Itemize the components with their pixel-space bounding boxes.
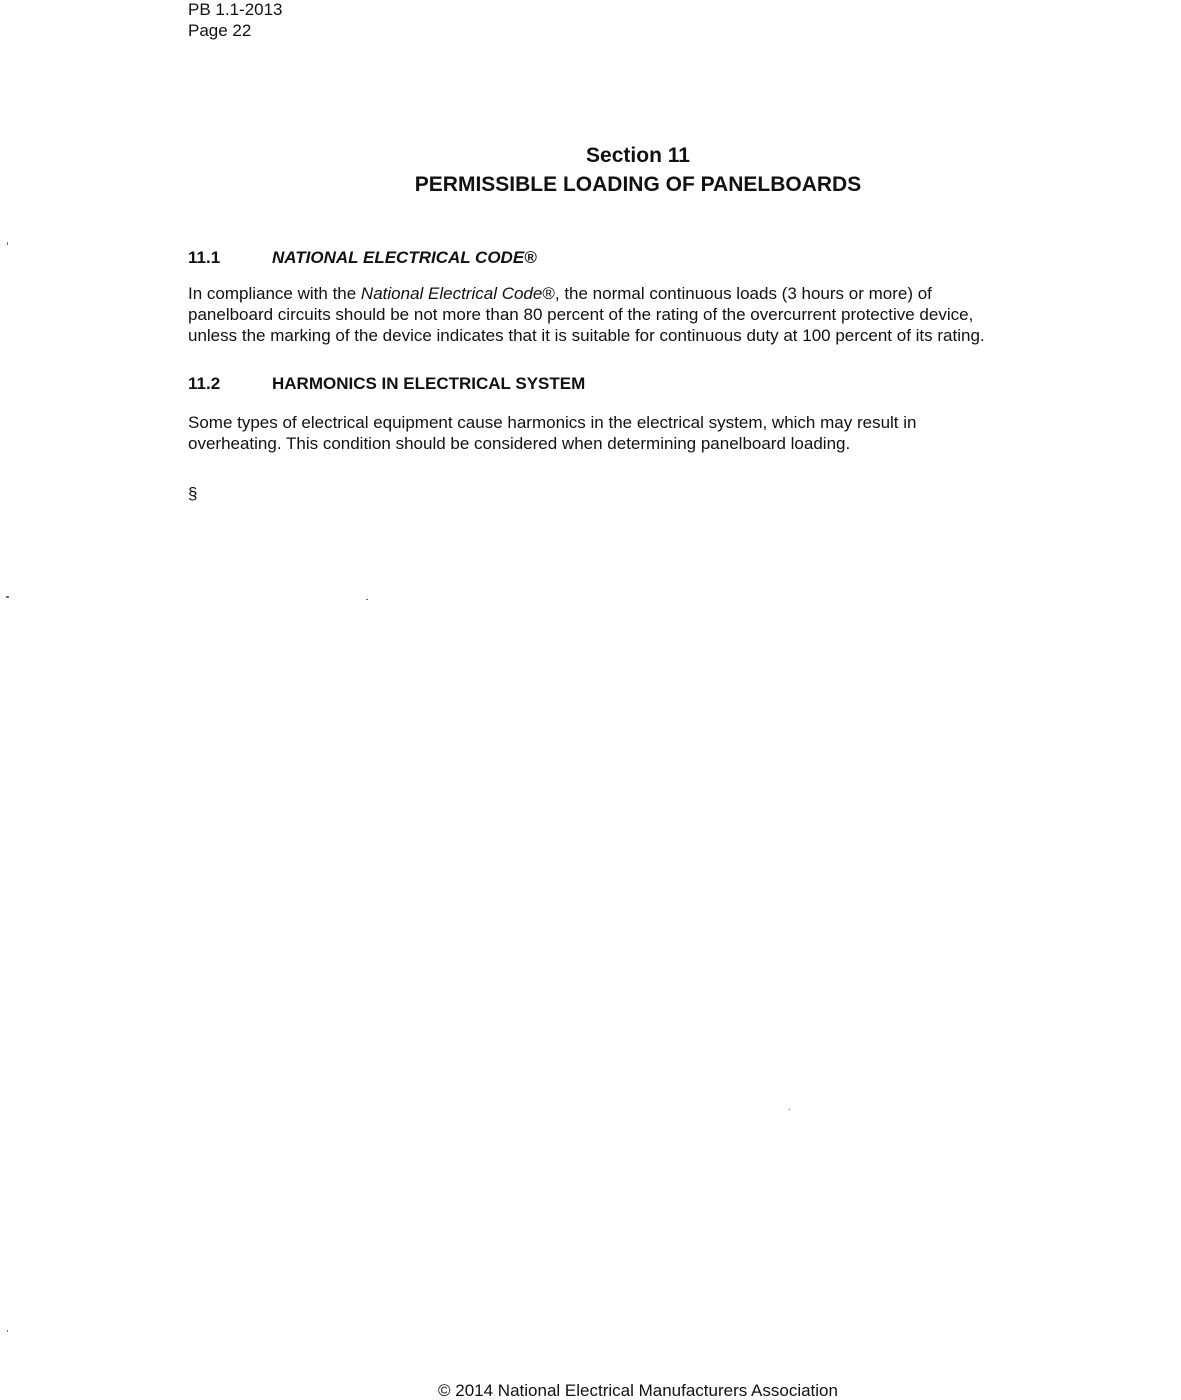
code-title-italic: National Electrical Code [360, 284, 543, 303]
footer-copyright: © 2014 National Electrical Manufacturers Association [438, 1381, 838, 1400]
paragraph-line: panelboard circuits should be not more than 80 percent of the rating of the overcurrent protective device, [188, 305, 974, 324]
section-title: PERMISSIBLE LOADING OF PANELBOARDS [414, 173, 862, 196]
paragraph-11-1 [188, 283, 1148, 346]
scan-speck [366, 599, 368, 600]
paragraph-line: unless the marking of the device indicates that it is suitable for continuous duty at 100 percent of its rating. [188, 326, 985, 345]
subsection-number: 11.2 [188, 374, 221, 393]
scan-speck [789, 1109, 790, 1110]
document-id: PB 1.1-2013 [188, 0, 283, 19]
subsection-title: NATIONAL ELECTRICAL CODE® [272, 248, 537, 267]
paragraph-11-2 [188, 412, 1148, 454]
scan-speck [7, 242, 8, 245]
paragraph-line: Some types of electrical equipment cause harmonics in the electrical system, which may result in [188, 413, 917, 432]
page-number: Page 22 [188, 21, 252, 40]
section-mark: § [188, 484, 198, 503]
text-run: ®, the normal continuous loads (3 hours or more) of [542, 284, 932, 303]
scan-speck [7, 1330, 8, 1332]
text-run: In compliance with the [188, 284, 361, 303]
subsection-title: HARMONICS IN ELECTRICAL SYSTEM [272, 374, 586, 393]
subsection-number: 11.1 [188, 248, 221, 267]
subsection-heading-11-2 [188, 374, 585, 394]
subsection-heading-11-1 [188, 248, 537, 268]
paragraph-line [188, 283, 1148, 304]
scan-speck [6, 596, 9, 598]
paragraph-line: overheating. This condition should be considered when determining panelboard loading. [188, 434, 851, 453]
section-number: Section 11 [586, 144, 690, 167]
